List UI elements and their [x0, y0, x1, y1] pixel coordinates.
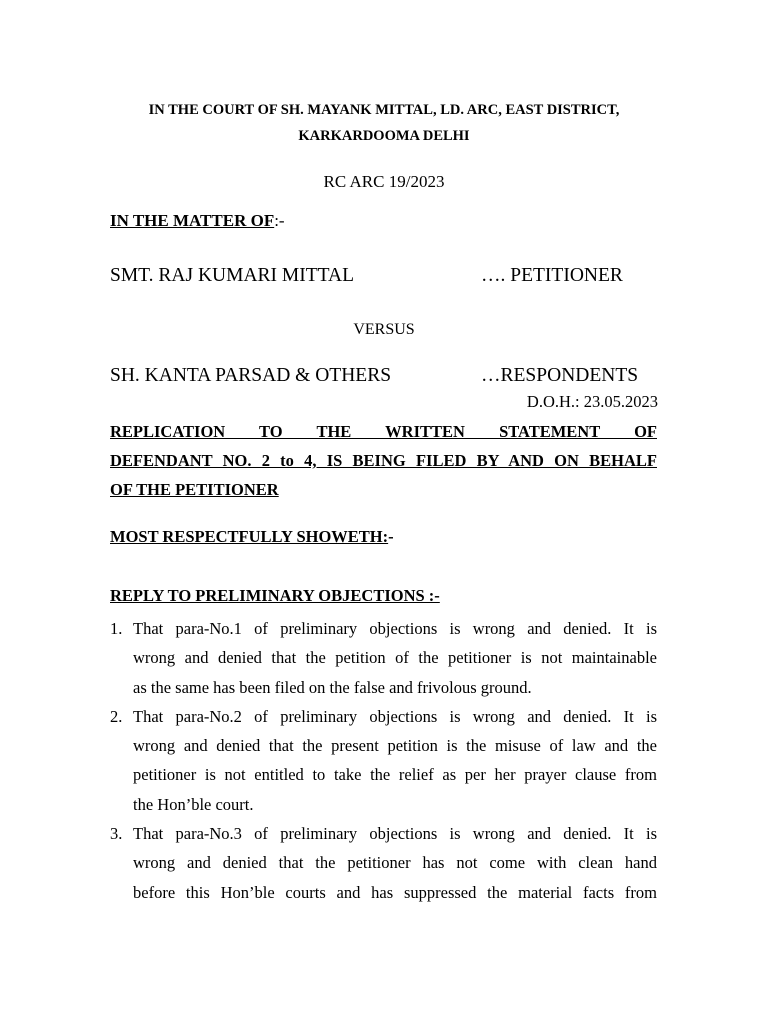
versus-label: VERSUS — [353, 321, 415, 338]
paragraph-number: 3. — [110, 824, 123, 844]
petitioner-name: SMT. RAJ KUMARI MITTAL — [110, 265, 354, 286]
list-item — [110, 614, 657, 702]
title-line: DEFENDANT NO. 2 to 4, IS BEING FILED BY AND ON BEHALF — [110, 451, 657, 470]
showeth-heading — [110, 527, 394, 547]
petitioner-role: …. PETITIONER — [481, 265, 623, 286]
in-the-matter-of — [110, 211, 285, 231]
title-line: REPLICATION TO THE WRITTEN STATEMENT OF — [110, 422, 657, 441]
paragraph-line: That para-No.2 of preliminary objections is wrong and denied. It is — [133, 706, 657, 726]
document-title — [110, 419, 657, 506]
matter-suffix: :- — [274, 211, 285, 230]
title-line: OF THE PETITIONER — [110, 480, 279, 499]
respondent-role: …RESPONDENTS — [481, 365, 639, 386]
paragraph-line: as the same has been filed on the false and frivolous ground. — [133, 677, 532, 697]
paragraph-line: the Hon’ble court. — [133, 794, 254, 814]
showeth-suffix: - — [388, 527, 394, 546]
paragraph-line: wrong and denied that the present petition is the misuse of law and the — [133, 736, 657, 756]
paragraph-line: petitioner is not entitled to take the relief as per her prayer clause from — [133, 765, 657, 785]
case-number: RC ARC 19/2023 — [323, 172, 445, 191]
reply-preliminary-objections-heading: REPLY TO PRELIMINARY OBJECTIONS :- — [110, 586, 440, 605]
paragraph-number: 1. — [110, 619, 123, 638]
paragraph-number: 2. — [110, 706, 123, 726]
date-of-hearing: D.O.H.: 23.05.2023 — [526, 392, 658, 411]
paragraph-line: wrong and denied that the petition of the petitioner is not maintainable — [133, 648, 657, 668]
showeth-label: MOST RESPECTFULLY SHOWETH: — [110, 527, 389, 546]
list-item — [110, 702, 657, 819]
court-title-line-2: KARKARDOOMA DELHI — [298, 128, 470, 144]
paragraph-line: That para-No.3 of preliminary objections is wrong and denied. It is — [133, 824, 657, 844]
respondent-name: SH. KANTA PARSAD & OTHERS — [110, 365, 392, 386]
matter-label: IN THE MATTER OF — [110, 211, 275, 230]
paragraph-line: That para-No.1 of preliminary objections is wrong and denied. It is — [133, 619, 657, 638]
paragraph-line: wrong and denied that the petitioner has not come with clean hand — [133, 853, 657, 873]
paragraph-list — [110, 614, 657, 907]
list-item — [110, 819, 657, 907]
court-title-line-1: IN THE COURT OF SH. MAYANK MITTAL, LD. ARC, EAST DISTRICT, — [148, 102, 620, 118]
paragraph-line: before this Hon’ble courts and has suppressed the material facts from — [133, 882, 657, 902]
